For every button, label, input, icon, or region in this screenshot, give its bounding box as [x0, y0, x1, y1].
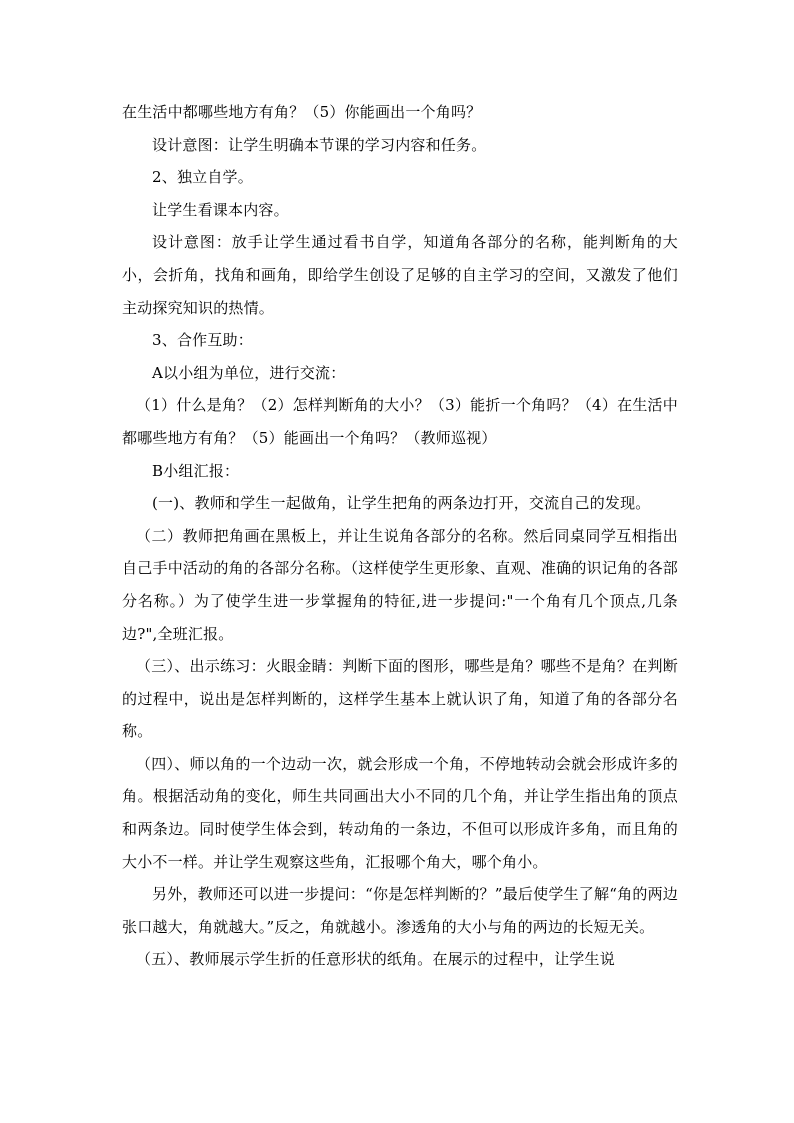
paragraph: 设计意图：放手让学生通过看书自学，知道角各部分的名称，能判断角的大小，会折角，找角和画角，即给学生创设了足够的自主学习的空间，又激发了他们主动探究知识的热情。: [122, 233, 678, 317]
paragraph: A以小组为单位，进行交流：: [152, 363, 346, 382]
paragraph: （五）、教师展示学生折的任意形状的纸角。在展示的过程中，让学生说: [136, 950, 615, 969]
section-heading: 2、独立自学。: [152, 168, 253, 187]
section-heading: 3、合作互助：: [152, 331, 253, 350]
paragraph: （1）什么是角？（2）怎样判断角的大小？（3）能折一个角吗？（4）在生活中都哪些地方有角？（5）能画出一个角吗？（教师巡视）: [122, 396, 678, 447]
paragraph: （三）、出示练习：火眼金睛：判断下面的图形，哪些是角？哪些不是角？在判断的过程中，说出是怎样判断的，这样学生基本上就认识了角，知道了角的各部分名称。: [122, 657, 678, 741]
paragraph: （四）、师以角的一个边动一次，就会形成一个角，不停地转动会就会形成许多的角。根据活动角的变化，师生共同画出大小不同的几个角，并让学生指出角的顶点和两条边。同时使学生体会到，转动角的一条边，不但可以形成许多角，而且角的大小不一样。并让学生观察这些角，汇报哪个角大，哪个角小。: [122, 754, 678, 871]
paragraph: 设计意图：让学生明确本节课的学习内容和任务。: [152, 135, 487, 154]
paragraph: 另外，教师还可以进一步提问：“你是怎样判断的？”最后使学生了解“角的两边张口越大，角就越大。”反之，角就越小。渗透角的大小与角的两边的长短无关。: [122, 885, 678, 936]
paragraph: （二）教师把角画在黑板上，并让生说角各部分的名称。然后同桌同学互相指出自己手中活动的角的各部分名称。（这样使学生更形象、直观、准确的识记角的各部分名称。）为了使学生进一步掌握角的特征,进一步提问:"一个角有几个顶点,几条边?",全班汇报。: [122, 526, 678, 643]
paragraph: B小组汇报：: [152, 461, 240, 480]
paragraph: 在生活中都哪些地方有角？（5）你能画出一个角吗？: [122, 103, 482, 121]
paragraph: 让学生看课本内容。: [152, 200, 289, 219]
paragraph: (一)、教师和学生一起做角，让学生把角的两条边打开，交流自己的发现。: [152, 494, 651, 513]
document-body: [122, 96, 678, 976]
